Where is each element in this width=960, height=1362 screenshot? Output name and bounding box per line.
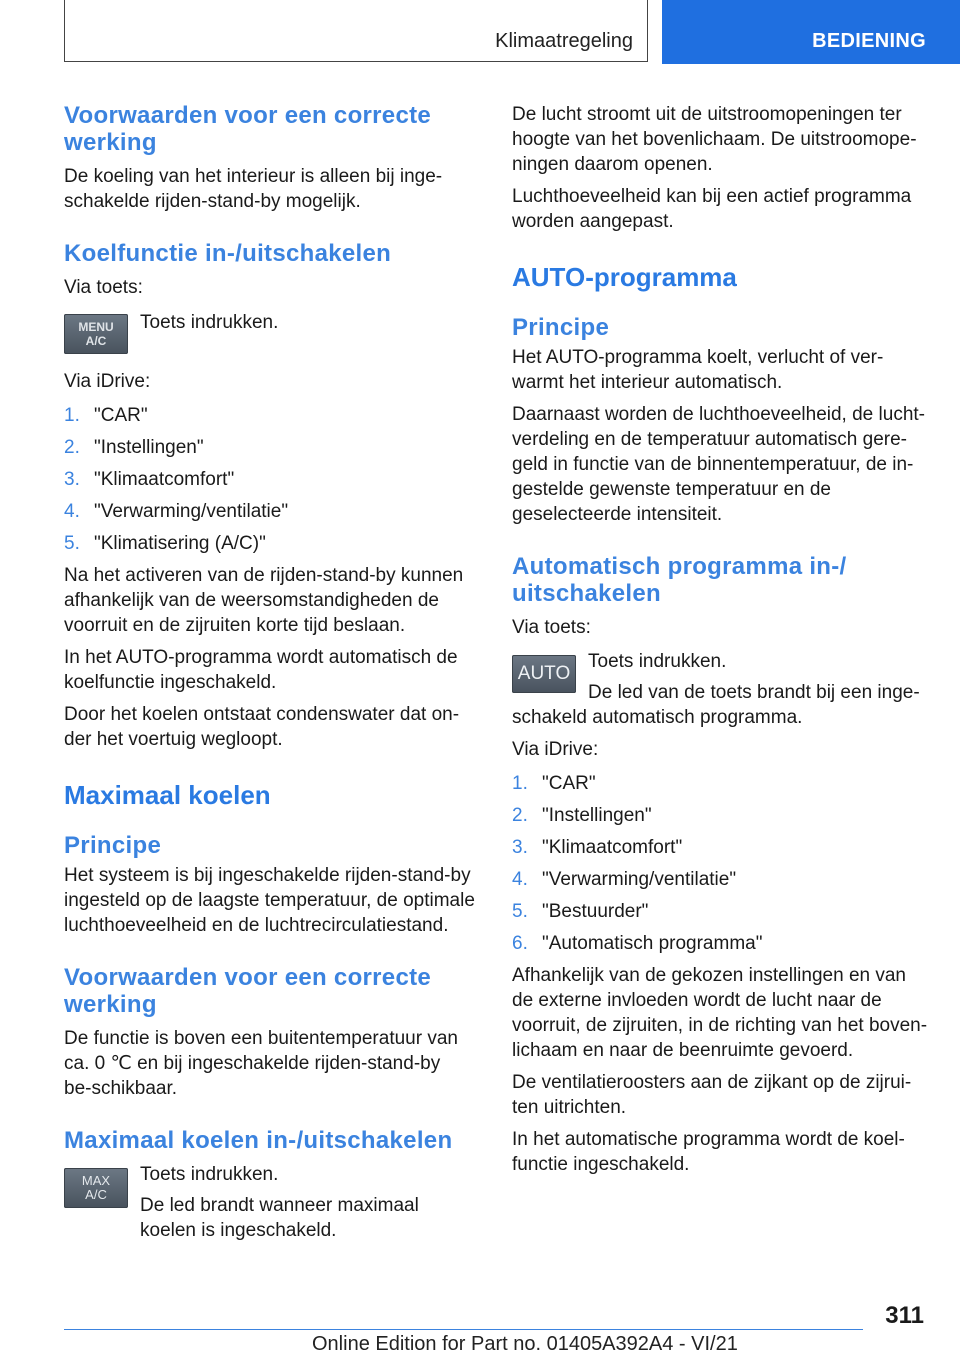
paragraph: In het automatische programma wordt de koel-functie ingeschakeld. — [512, 1129, 905, 1175]
heading-max-cooling: Maximaal koelen — [64, 780, 271, 810]
paragraph: De functie is boven een buitentemperatuur van ca. 0 ℃ en bij ingeschakelde rijden-stand-by be-schikbaar. — [64, 1028, 458, 1099]
paragraph: Het AUTO-programma koelt, verlucht of ver-warmt het interieur automatisch. — [512, 347, 884, 393]
list-item: 1. "CAR" — [512, 773, 596, 794]
heading-conditions-2: Voorwaarden voor een correcte werking — [64, 964, 432, 1018]
paragraph: Afhankelijk van de gekozen instellingen en van de externe invloeden wordt de lucht naar de voorruit, de zijruiten, in de richting van het boven-lichaam en naar de beenruimte gevoerd. — [512, 965, 928, 1061]
subheading-principle: Principe — [512, 314, 610, 341]
paragraph: Door het koelen ontstaat condenswater dat on-der het voertuig wegloopt. — [64, 704, 460, 750]
list-item: 2. "Instellingen" — [64, 437, 204, 458]
list-item: 4. "Verwarming/ventilatie" — [512, 869, 737, 890]
paragraph: Na het activeren van de rijden-stand-by kunnen afhankelijk van de weersomstandigheden de voorruit en de zijruiten korte tijd beslaan. — [64, 565, 464, 636]
section-title: BEDIENING — [812, 30, 926, 52]
left-column — [64, 102, 484, 1241]
subheading-principle: Principe — [64, 832, 162, 859]
heading-cooling-toggle: Koelfunctie in-/uitschakelen — [64, 240, 392, 267]
list-item: 5. "Klimatisering (A/C)" — [64, 533, 266, 554]
max-ac-button-icon: MAX A/C — [64, 1168, 128, 1208]
paragraph: Luchthoeveelheid kan bij een actief programma worden aangepast. — [512, 186, 912, 232]
led-text: De led brandt wanneer maximaal koelen is ingeschakeld. — [140, 1195, 419, 1241]
press-button-text: Toets indrukken. — [140, 312, 279, 333]
right-column — [512, 102, 928, 1177]
paragraph: Daarnaast worden de luchthoeveelheid, de lucht-verdeling en de temperatuur automatisch gere-geld in functie van de binnentemperatuur, de in-gestelde gewenste temperatuur en de geselecteerde intensiteit. — [512, 404, 925, 525]
page-number: 311 — [885, 1302, 924, 1329]
footer-divider — [64, 1329, 863, 1330]
edition-text: Online Edition for Part no. 01405A392A4 - VI/21 — [312, 1333, 738, 1355]
led-text: De led van de toets brandt bij een inge-schakeld automatisch programma. — [512, 682, 920, 728]
list-item: 3. "Klimaatcomfort" — [64, 469, 235, 490]
list-item: 1. "CAR" — [64, 405, 148, 426]
chapter-title: Klimaatregeling — [495, 30, 633, 52]
press-button-text: Toets indrukken. — [588, 651, 727, 672]
via-idrive-label: Via iDrive: — [64, 371, 151, 392]
header-frame — [64, 0, 648, 62]
idrive-steps — [64, 403, 484, 559]
menu-ac-button-icon: MENU A/C — [64, 314, 128, 354]
paragraph: In het AUTO-programma wordt automatisch de koelfunctie ingeschakeld. — [64, 647, 458, 693]
paragraph: De koeling van het interieur is alleen bij inge-schakelde rijden-stand-by mogelijk. — [64, 166, 443, 212]
list-item: 5. "Bestuurder" — [512, 901, 649, 922]
heading-auto-program: AUTO-programma — [512, 262, 737, 292]
press-button-text: Toets indrukken. — [140, 1164, 279, 1185]
heading-conditions: Voorwaarden voor een correcte werking — [64, 102, 432, 156]
heading-max-cooling-toggle: Maximaal koelen in-/uitschakelen — [64, 1127, 453, 1154]
heading-auto-toggle: Automatisch programma in-/ uitschakelen — [512, 553, 847, 607]
list-item: 4. "Verwarming/ventilatie" — [64, 501, 289, 522]
auto-button-icon: AUTO — [512, 655, 576, 693]
idrive-steps — [512, 771, 928, 959]
paragraph: De ventilatieroosters aan de zijkant op de zijrui-ten uitrichten. — [512, 1072, 912, 1118]
paragraph: De lucht stroomt uit de uitstroomopeningen ter hoogte van het bovenlichaam. De uitstroomope-ningen daarom openen. — [512, 104, 917, 175]
list-item: 3. "Klimaatcomfort" — [512, 837, 683, 858]
list-item: 6. "Automatisch programma" — [512, 933, 763, 954]
section-tab — [662, 0, 960, 64]
via-button-label: Via toets: — [64, 277, 143, 298]
paragraph: Het systeem is bij ingeschakelde rijden-stand-by ingesteld op de laagste temperatuur, de optimale luchthoeveelheid en de luchtrecirculatiestand. — [64, 865, 475, 936]
list-item: 2. "Instellingen" — [512, 805, 652, 826]
via-idrive-label: Via iDrive: — [512, 739, 599, 760]
via-button-label: Via toets: — [512, 617, 591, 638]
